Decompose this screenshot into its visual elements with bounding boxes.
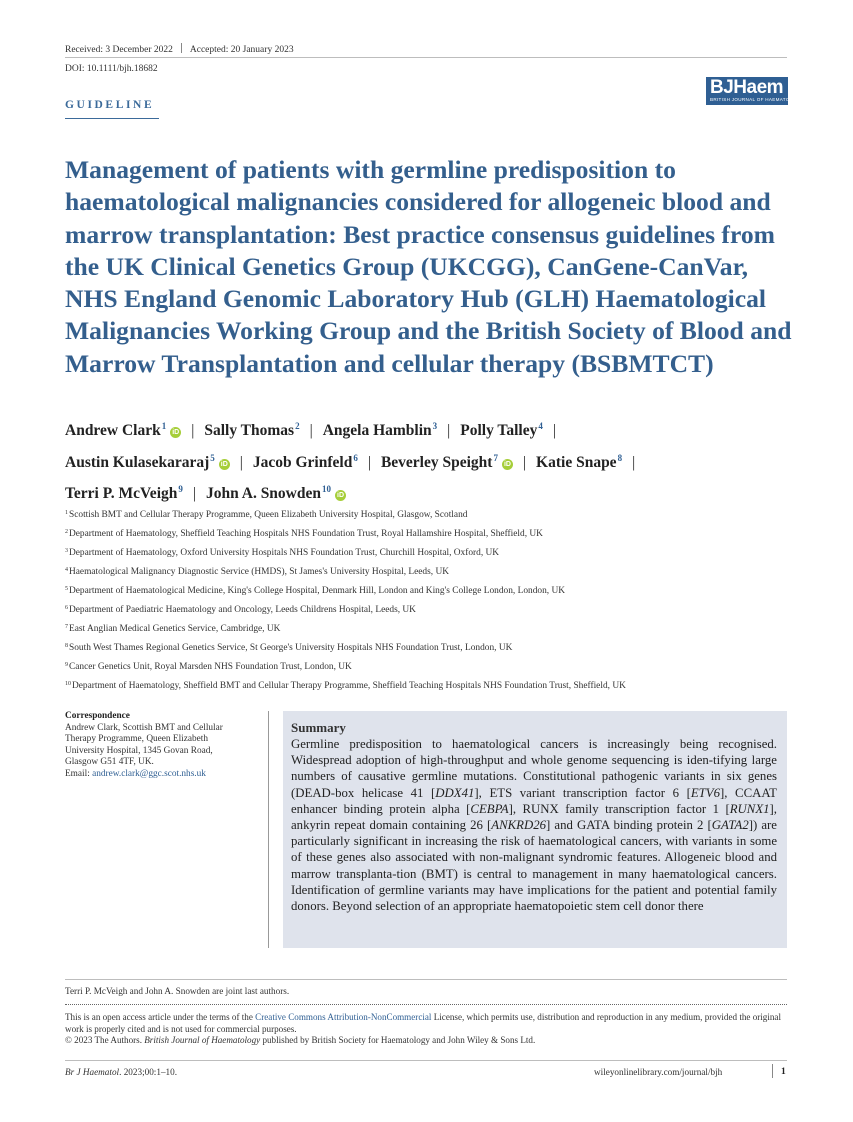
correspondence-block [65,711,265,781]
correspondence-line: Andrew Clark, Scottish BMT and Cellular [65,722,223,733]
affiliation-ref[interactable]: 7 [493,452,498,463]
email-link[interactable]: andrew.clark@ggc.scot.nhs.uk [92,768,206,779]
affiliation [65,562,785,581]
date-separator [181,43,182,53]
copyright-segment: published by British Society for Haematology and John Wiley & Sons Ltd. [260,1035,536,1046]
author[interactable] [204,422,299,439]
orcid-icon[interactable]: iD [503,460,511,468]
citation [65,1067,177,1077]
correspondence-divider [268,711,269,948]
summary-segment: ], RUNX family transcription factor 1 [ [508,801,730,816]
affiliation-ref[interactable]: 1 [161,421,167,431]
journal-logo[interactable] [706,77,804,105]
affiliation-text: South West Thames Regional Genetics Service, St George's University Hospitals NHS Foundation Trust, London, UK [69,643,513,653]
affiliation-ref[interactable]: 6 [353,452,358,463]
author-name[interactable]: Andrew Clark [65,422,161,439]
affiliation-text: Department of Haematological Medicine, King's College Hospital, Denmark Hill, London and King's College London, London, UK [69,586,565,596]
affiliation-text: East Anglian Medical Genetics Service, Cambridge, UK [69,624,281,634]
joint-authors-note: Terri P. McVeigh and John A. Snowden are joint last authors. [65,986,290,996]
accepted-date: Accepted: 20 January 2023 [189,45,294,55]
citation-journal: Br J Haematol [65,1067,120,1077]
affiliation [65,524,785,543]
gene-name: ANKRD26 [491,818,547,833]
author-name[interactable]: Beverley Speight [380,453,493,471]
author-name[interactable]: Polly Talley [460,422,538,439]
author[interactable] [460,422,543,439]
author-separator: | [192,485,196,502]
affiliation-text: Scottish BMT and Cellular Therapy Programme, Queen Elizabeth University Hospital, Glasgow, Scotland [69,510,468,520]
gene-name: ETV6 [690,785,720,800]
affiliation-text: Department of Paediatric Haematology and Oncology, Leeds Childrens Hospital, Leeds, UK [69,605,416,615]
section-label: GUIDELINE [65,99,155,111]
orcid-icon[interactable]: iD [337,492,344,499]
license-block [65,1012,785,1047]
author-separator: | [309,422,313,439]
author[interactable] [65,454,230,471]
affiliation [65,657,785,676]
author-separator: | [522,453,527,471]
author-separator: | [447,422,451,439]
author-separator: | [552,422,556,439]
affiliation-text: Cancer Genetics Unit, Royal Marsden NHS Foundation Trust, London, UK [69,662,352,672]
author-name[interactable]: Austin Kulasekararaj [65,453,210,471]
author[interactable] [253,454,358,471]
summary-segment: ], ETS variant transcription factor 6 [ [474,785,691,800]
affiliation [65,676,785,695]
page-number-separator [772,1064,773,1078]
citation-details: . 2023;00:1–10. [119,1067,178,1077]
author-name[interactable]: John A. Snowden [205,485,321,502]
logo-subtext: BRITISH JOURNAL OF HAEMATOLOGY [710,97,804,102]
correspondence-line: Therapy Programme, Queen Elizabeth [65,734,209,745]
author-list [65,413,785,508]
affiliation-list [65,505,785,695]
orcid-icon[interactable]: iD [220,460,228,468]
affiliation-number: 6 [65,605,68,611]
author[interactable] [381,454,513,471]
author-name[interactable]: Terri P. McVeigh [65,485,178,502]
affiliation-number: 7 [65,624,68,630]
summary-content [291,719,777,914]
license-link[interactable]: Creative Commons Attribution-NonCommercial [255,1012,432,1022]
affiliation-number: 1 [65,510,68,516]
affiliation-number: 2 [65,529,68,535]
author-separator: | [632,453,636,471]
journal-site-link[interactable]: wileyonlinelibrary.com/journal/bjh [594,1067,723,1077]
correspondence-line: University Hospital, 1345 Govan Road, [65,745,213,756]
affiliation [65,581,785,600]
affiliation [65,543,785,562]
summary-segment: ] and GATA binding protein 2 [ [546,818,712,833]
article-dates [65,43,294,55]
affiliation-ref[interactable]: 3 [432,421,438,431]
affiliation-ref[interactable]: 10 [322,484,331,494]
affiliation-ref[interactable]: 4 [538,421,543,431]
summary-segment: ], CCAAT enhancer binding protein alpha [ [291,785,777,816]
journal-name: British Journal of Haematology [144,1035,261,1046]
author[interactable] [65,422,181,439]
license-text [65,1012,785,1035]
affiliation-ref[interactable]: 9 [178,484,183,494]
gene-name: GATA2 [711,818,749,833]
author[interactable] [65,485,183,502]
author-name[interactable]: Jacob Grinfeld [252,453,353,471]
logo-text: BJHaem [710,77,784,98]
orcid-icon[interactable]: iD [172,429,180,436]
page-footer-divider [65,1060,787,1061]
author-name[interactable]: Katie Snape [536,453,617,471]
summary-segment: ], ankyrin repeat domain containing 26 [ [291,801,777,833]
gene-name: RUNX1 [729,801,770,816]
copyright-segment: © 2023 The Authors. [65,1035,145,1046]
summary-text [291,736,777,914]
correspondence-heading: Correspondence [65,711,130,721]
received-date: Received: 3 December 2022 [65,45,173,55]
summary-segment: Germline predisposition to haematological cancers is increasingly being recognised. Widespread adoption of high-throughput and whole genome sequencing is iden-tifying large numbers of causative germline mutations. Constitutional pathogenic variants in six genes (DEAD-box helicase 41 [ [291,737,777,800]
email-label: Email: [65,768,93,779]
author-separator: | [367,453,371,471]
summary-heading: Summary [291,720,346,735]
correspondence-line: Glasgow G51 4TF, UK. [65,757,154,768]
affiliation-number: 4 [65,567,68,573]
affiliation-ref[interactable]: 8 [617,452,623,463]
summary-segment: ]) are particularly significant in increasing the risk of haematological cancers, with variants in some of these genes also associated with non-malignant syndromic features. Allogeneic blood and marrow transplanta-tion (BMT) is central to management in many haematological cancers. Identification of germline variants may have implications for the patient and potential family donors. Beyond selection of an appropriate haematopoietic stem cell donor there [291,818,777,914]
affiliation-ref[interactable]: 5 [210,452,215,463]
author[interactable] [323,422,437,439]
license-segment: License, which permits use, distribution and reproduction in any medium, provided the original work is properly cited and is not used for commercial purposes. [65,1012,781,1034]
affiliation-number: 10 [65,681,71,687]
page-number: 1 [781,1067,786,1077]
affiliation-text: Department of Haematology, Sheffield BMT and Cellular Therapy Programme, Sheffield Teaching Hospitals NHS Foundation Trust, Sheffield, UK [72,681,626,691]
affiliation-number: 9 [65,662,68,668]
copyright-text [65,1035,785,1047]
header-divider [65,57,787,58]
affiliation-ref[interactable]: 2 [295,421,300,431]
summary-box [283,711,787,948]
affiliation-text: Department of Haematology, Sheffield Teaching Hospitals NHS Foundation Trust, Royal Hallamshire Hospital, Sheffield, UK [69,529,543,539]
author-name[interactable]: Sally Thomas [204,422,295,439]
affiliation-text: Department of Haematology, Oxford University Hospitals NHS Foundation Trust, Churchill Hospital, Oxford, UK [69,548,500,558]
affiliation [65,600,785,619]
author-separator: | [239,453,243,471]
author-name[interactable]: Angela Hamblin [322,422,432,439]
license-segment: This is an open access article under the terms of the [65,1012,256,1022]
doi[interactable]: DOI: 10.1111/bjh.18682 [65,64,158,74]
affiliation [65,619,785,638]
affiliation-number: 3 [65,548,68,554]
license-divider [65,1004,787,1005]
section-underline [65,118,159,119]
affiliation [65,638,785,657]
affiliation-text: Haematological Malignancy Diagnostic Service (HMDS), St James's University Hospital, Leeds, UK [69,567,449,577]
affiliation-number: 8 [65,643,68,649]
gene-name: DDX41 [435,785,475,800]
author-separator: | [191,422,195,439]
article-title: Management of patients with germline predisposition to haematological malignancies considered for allogeneic blood and marrow transplantation: Best practice consensus guidelines from the UK Clinical Genetics Group (UKCGG), CanGene-CanVar, NHS England Genomic Laboratory Hub (GLH) Haematological Malignancies Working Group and the British Society of Blood and Marrow Transplantation and cellular therapy (BSBMTCT) [65,155,792,378]
author[interactable] [206,485,346,502]
footer-divider [65,979,787,980]
affiliation [65,505,785,524]
gene-name: CEBPA [470,801,509,816]
author[interactable] [536,454,622,471]
affiliation-number: 5 [65,586,68,592]
correspondence-email-line [65,769,265,781]
